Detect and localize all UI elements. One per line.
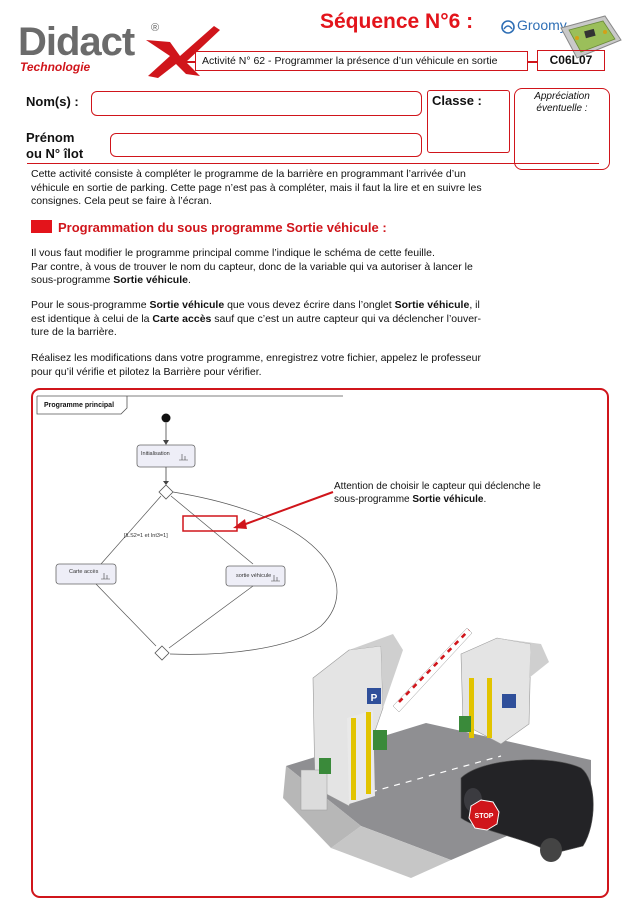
stop-sign-text: STOP [474,813,494,820]
intro-paragraph [31,168,482,209]
brand-groomy: Groomy [517,17,567,33]
text-span: sauf que c’est un autre capteur qui va déclencher l’ouver- [211,312,482,325]
init-action-label: Initialisation [141,451,170,457]
activity-connector-left [185,61,195,63]
intro-line: consignes. Cela peut se faire à l’écran. [31,195,212,207]
paragraph-line: ture de la barrière. [31,326,117,338]
activity-code: C06L07 [537,50,605,71]
text-span: est identique à celui de la [31,312,153,325]
text-span: que vous devez écrire dans l’onglet [224,299,395,311]
section-title: Programmation du sous programme Sortie véhicule : [58,220,387,235]
firstname-label-line2: ou N° îlot [26,146,84,161]
text-span: Pour le sous-programme [31,299,150,311]
text-bold: Carte accès [152,312,212,325]
carte-action-label: Carte accès [69,569,99,575]
text-span: , il [469,299,480,311]
groomy-logo-icon [501,20,515,34]
text-bold: Sortie véhicule [412,494,484,505]
paragraph-line: Par contre, à vous de trouver le nom du capteur, donc de la variable qui va autoriser à lancer le [31,260,473,273]
decision-node [159,485,173,499]
diagram-note [334,480,584,506]
instruction-paragraph-1 [31,247,473,288]
text-bold: Sortie véhicule [149,299,225,311]
paragraph-line: pour qu’il vérifie et pilotez la Barrière pour vérifier. [31,365,262,378]
firstname-field[interactable] [110,133,422,157]
appreciation-box [514,88,610,170]
sortie-action-label: sortie véhicule [236,573,272,579]
logo-technologie: Technologie [20,60,91,74]
names-label: Nom(s) : [26,94,79,109]
intro-line: Cette activité consiste à compléter le programme de la barrière en programmant l’arrivée d’un [31,168,466,180]
instruction-paragraph-3 [31,352,481,379]
activity-connector-right [528,61,537,63]
firstname-label-line1: Prénom [26,130,75,145]
text-span: . [483,494,487,505]
note-line [334,493,584,506]
parking-sign-text: P [370,693,378,704]
logo-didact: Didact [18,20,135,64]
sequence-title: Séquence N°6 : [320,10,474,33]
names-field[interactable] [91,91,422,116]
appreciation-label-line1: Appréciation [534,91,590,102]
activity-diagram [31,388,609,898]
text-bold: Sortie véhicule [394,299,470,311]
paragraph-line: Réalisez les modifications dans votre programme, enregistrez votre fichier, appelez le professeur [31,352,481,364]
diagram-tab-label: Programme principal [44,402,115,409]
text-bold: Sortie véhicule [113,274,188,286]
text-span: sous-programme [31,274,114,286]
header-separator [27,163,599,164]
intro-line: véhicule en sortie de parking. Cette page n’est pas à compléter, mais il faut la lire et en suivre les [31,181,482,194]
instruction-paragraph-2 [31,299,481,340]
note-line: Attention de choisir le capteur qui déclenche le [334,481,541,492]
start-node [162,414,171,423]
merge-node [155,646,169,660]
paragraph-line [31,274,473,288]
paragraph-line: Il vous faut modifier le programme principal comme l’indique le schéma de cette feuille. [31,247,435,259]
text-span: . [187,274,191,286]
paragraph-line [31,313,481,327]
section-marker [31,220,52,233]
parking-model-illustration [283,628,593,878]
logo-registered-mark: ® [151,22,160,34]
class-label: Classe : [432,93,482,108]
text-span: sous-programme [334,494,413,505]
activity-title: Activité N° 62 - Programmer la présence d’un véhicule en sortie [195,51,528,71]
guard-condition-label: [ILS2=1 et Int3=1] [124,533,168,539]
paragraph-line [31,299,481,313]
appreciation-label-line2: éventuelle : [536,103,588,114]
